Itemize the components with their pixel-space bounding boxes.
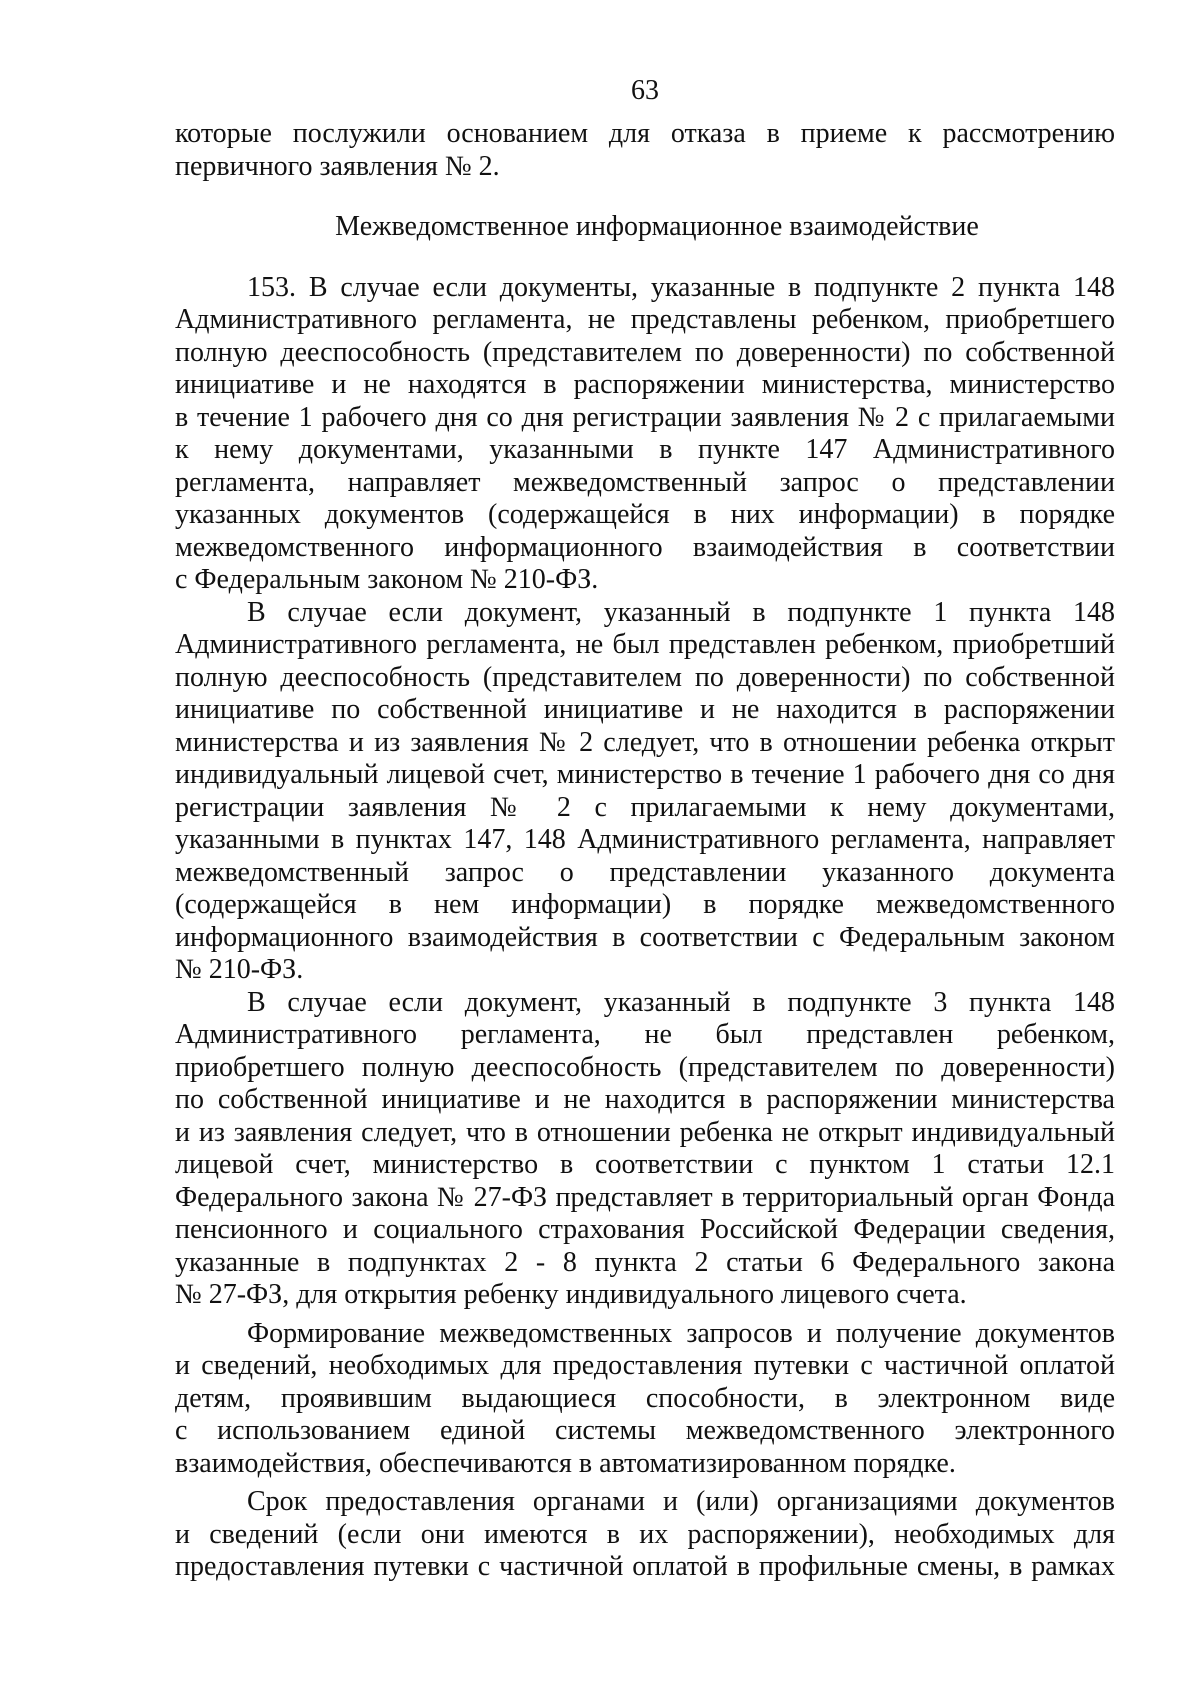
text-line: В случае если документ, указанный в подпункте 1 пункта 148 [247,596,1115,628]
paragraph-3 [175,987,1115,1312]
text-line: предоставления путевки с частичной оплатой в профильные смены, в рамках [175,1551,1115,1582]
text-line: с использованием единой системы межведомственного электронного [175,1415,1115,1446]
text-line: в течение 1 рабочего дня со дня регистрации заявления № 2 с прилагаемыми [175,401,1115,433]
text-line: межведомственного информационного взаимодействия в соответствии [175,531,1115,563]
paragraph-153 [175,272,1115,597]
text-line: 153. В случае если документы, указанные в подпункте 2 пункта 148 [247,271,1115,303]
text-line: Срок предоставления органами и (или) организациями документов [247,1486,1115,1517]
page-number: 63 [631,75,659,106]
text-line: указанными в пунктах 147, 148 Административного регламента, направляет [175,824,1115,855]
text-line: № 27-ФЗ, для открытия ребенку индивидуального лицевого счета. [175,1279,967,1310]
paragraph-2 [175,597,1115,987]
text-line: (содержащейся в нем информации) в порядке межведомственного [175,889,1115,920]
paragraph-5 [175,1486,1115,1584]
text-line: которые послужили основанием для отказа в приеме к рассмотрению [175,118,1115,149]
text-line: пенсионного и социального страхования Российской Федерации сведения, [175,1214,1115,1245]
text-line: индивидуальный лицевой счет, министерство в течение 1 рабочего дня со дня [175,759,1115,790]
text-line: и сведений, необходимых для предоставления путевки с частичной оплатой [175,1350,1115,1381]
text-line: лицевой счет, министерство в соответствии с пунктом 1 статьи 12.1 [175,1149,1115,1180]
text-line: Административного регламента, не представлены ребенком, приобретшего [175,304,1115,335]
text-line: межведомственный запрос о представлении указанного документа [175,856,1115,888]
section-heading: Межведомственное информационное взаимодействие [335,211,979,242]
text-line: регистрации заявления № 2 с прилагаемыми к нему документами, [175,791,1115,823]
text-line: В случае если документ, указанный в подпункте 3 пункта 148 [247,986,1115,1018]
text-line: информационного взаимодействия в соответствии с Федеральным законом [175,921,1115,953]
text-line: инициативе по собственной инициативе и не находится в распоряжении [175,694,1115,725]
text-line: Административного регламента, не был представлен ребенком, приобретший [175,629,1115,660]
paragraph-4 [175,1318,1115,1481]
text-line: указанные в подпунктах 2 - 8 пункта 2 статьи 6 Федерального закона [175,1246,1115,1278]
text-line: по собственной инициативе и не находится в распоряжении министерства [175,1084,1115,1115]
text-line: детям, проявившим выдающиеся способности, в электронном виде [175,1382,1115,1414]
text-line: министерства и из заявления № 2 следует, что в отношении ребенка открыт [175,726,1115,758]
text-line: Федерального закона № 27-ФЗ представляет в территориальный орган Фонда [175,1181,1115,1213]
text-line: № 210-ФЗ. [175,954,304,985]
text-line: полную дееспособность (представителем по доверенности) по собственной [175,336,1115,368]
text-line: к нему документами, указанными в пункте 147 Административного [175,434,1115,465]
text-line: полную дееспособность (представителем по доверенности) по собственной [175,661,1115,693]
text-line: с Федеральным законом № 210-ФЗ. [175,564,599,595]
text-line: регламента, направляет межведомственный запрос о представлении [175,466,1115,498]
text-line: инициативе и не находятся в распоряжении министерства, министерство [175,369,1115,400]
text-line: Административного регламента, не был представлен ребенком, [175,1019,1115,1050]
text-line: приобретшего полную дееспособность (представителем по доверенности) [175,1051,1115,1083]
text-line: и из заявления следует, что в отношении ребенка не открыт индивидуальный [175,1116,1115,1148]
text-line: и сведений (если они имеются в их распоряжении), необходимых для [175,1518,1115,1550]
text-line: Формирование межведомственных запросов и получение документов [247,1317,1115,1349]
text-line: первичного заявления № 2. [175,150,500,182]
text-line: указанных документов (содержащейся в них информации) в порядке [175,499,1115,530]
document-body [175,118,1115,1584]
intro-paragraph [175,118,1115,183]
text-line: взаимодействия, обеспечиваются в автоматизированном порядке. [175,1447,956,1479]
